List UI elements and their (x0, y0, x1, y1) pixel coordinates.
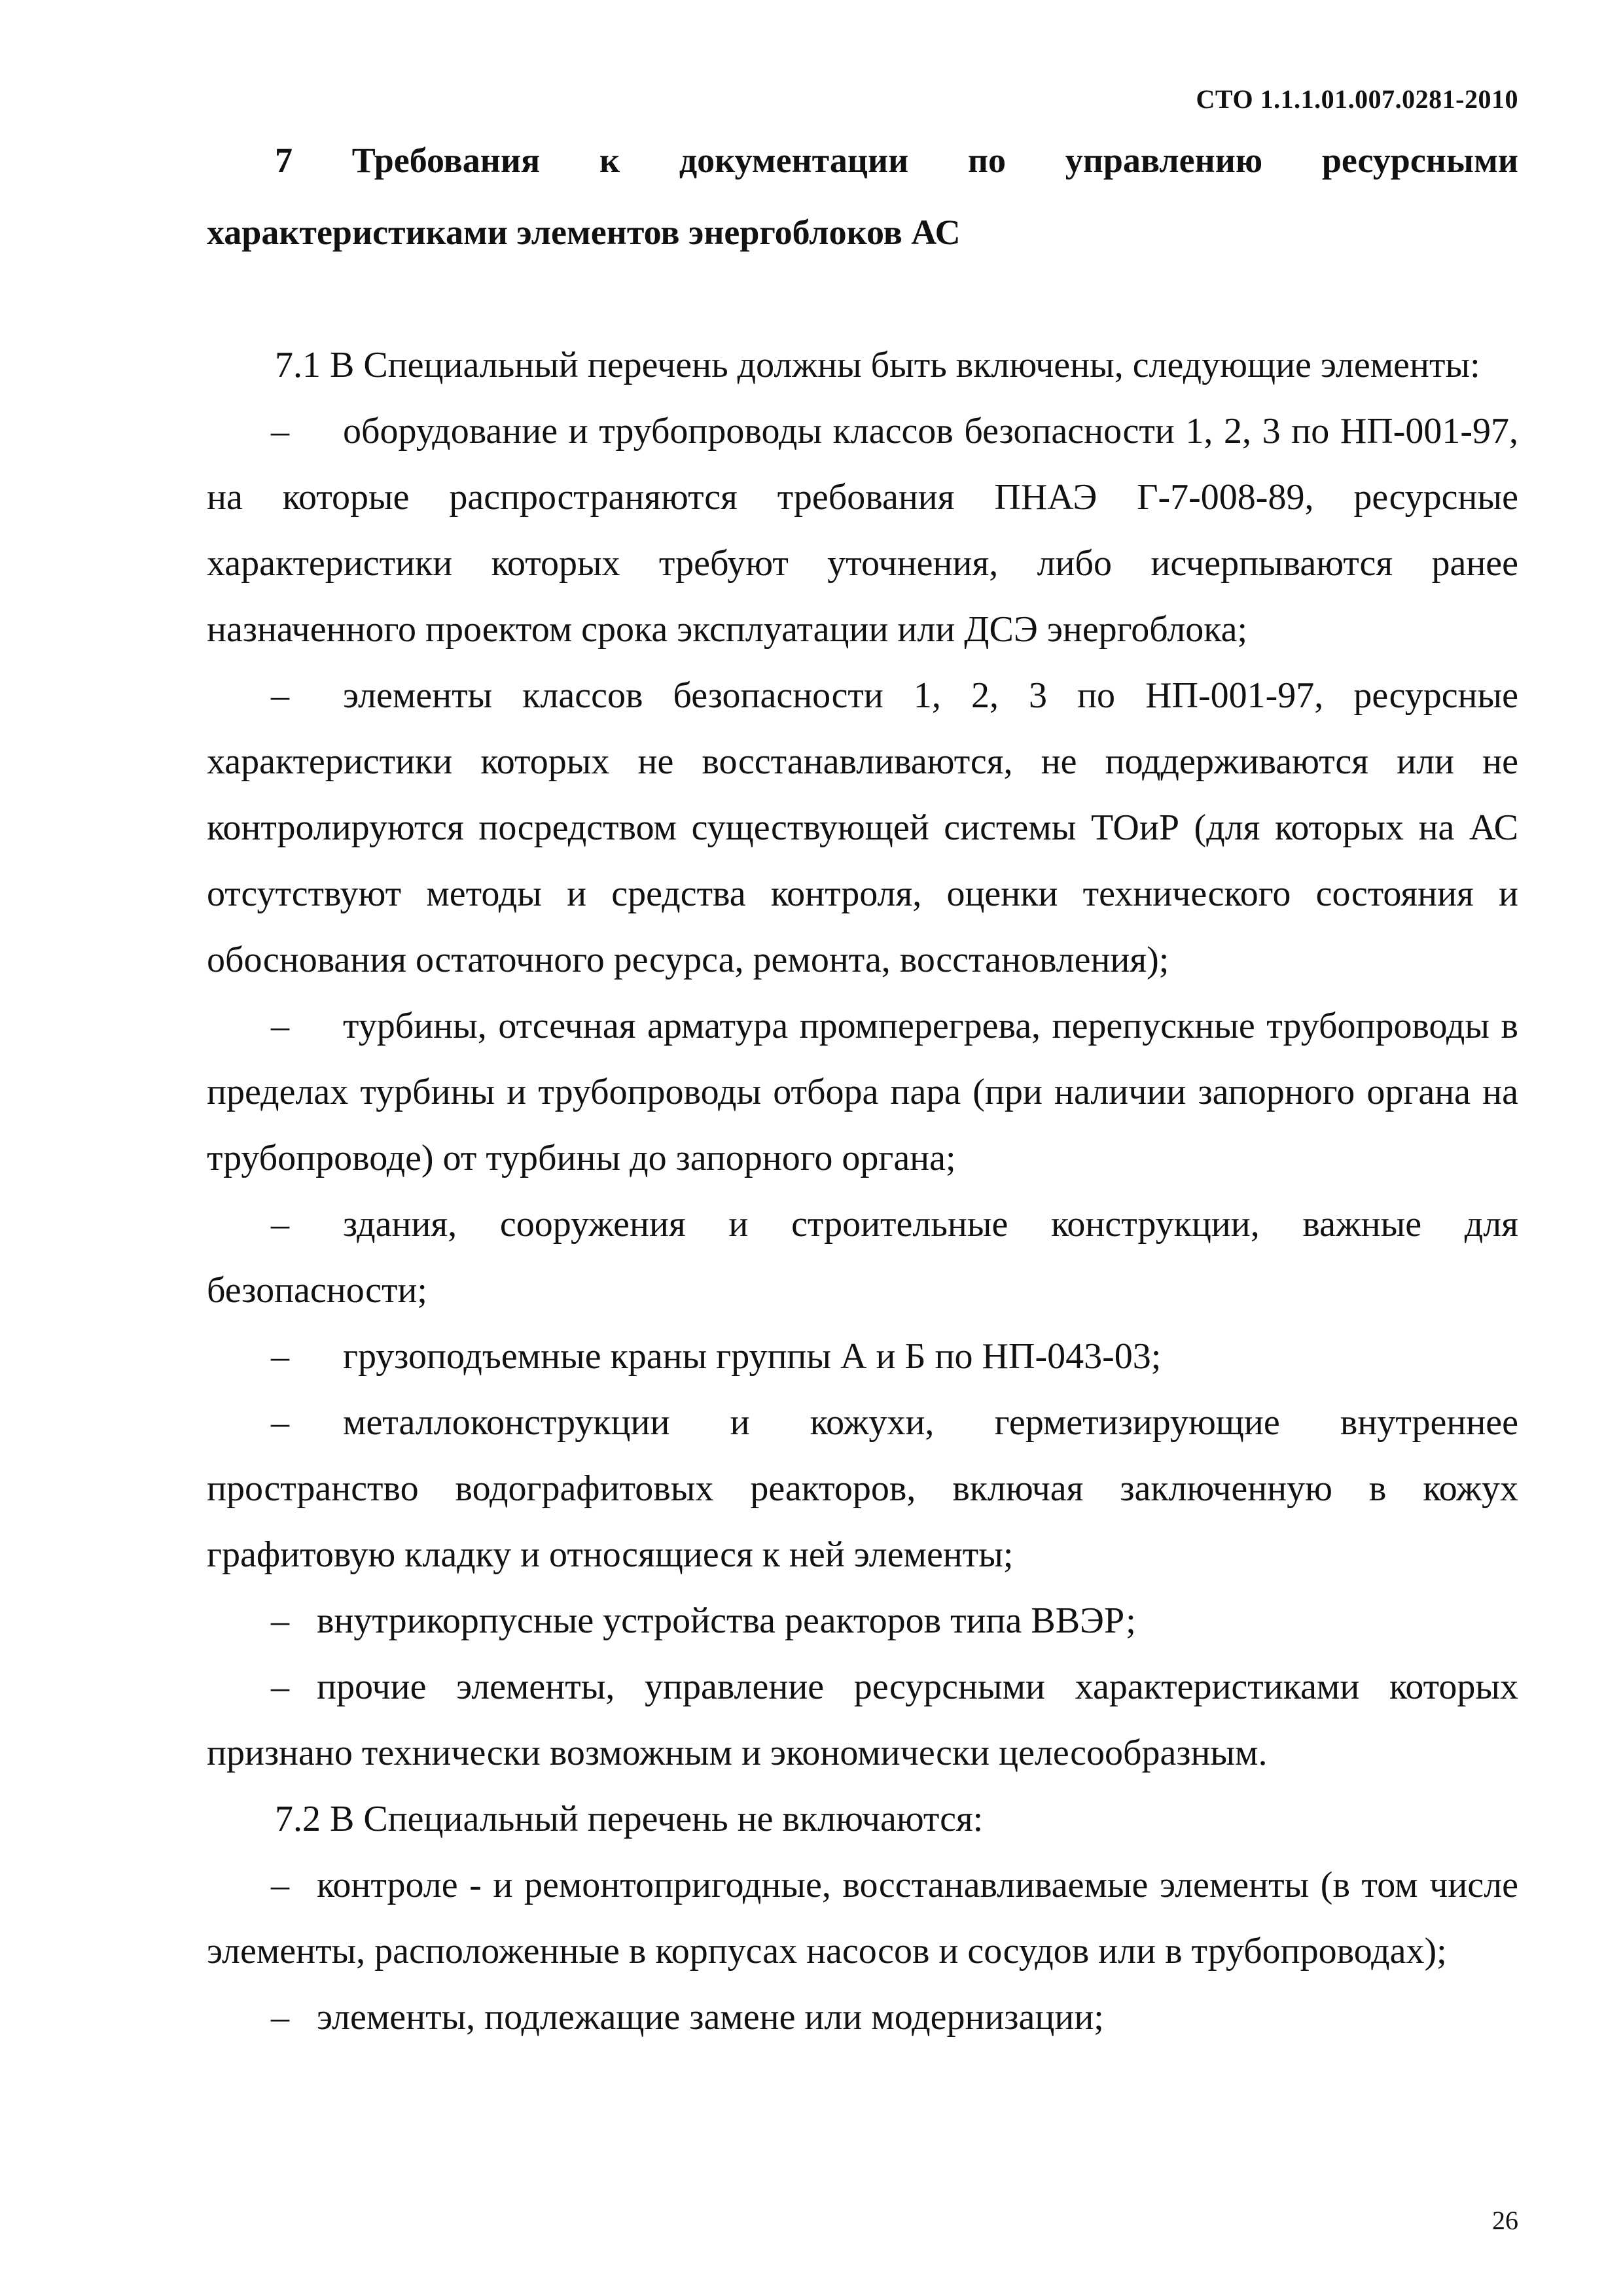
heading-word: к (599, 141, 620, 180)
dash-marker: – (271, 1997, 289, 2038)
list-item-text: металлоконструкции и кожухи, герметизирующие внутреннее пространство водографитовых реакторов, включая заключенную в кожух графитовую кладку и относящиеся к ней элементы; (207, 1402, 1518, 1575)
dash-marker: – (271, 1402, 289, 1443)
list-item-text: внутрикорпусные устройства реакторов типа ВВЭР; (317, 1600, 1136, 1641)
dash-marker: – (271, 675, 289, 716)
page-content (207, 124, 1518, 2051)
list-item (207, 1985, 1518, 2051)
heading-word: по (967, 141, 1007, 180)
list-item (207, 1324, 1518, 1390)
list-item-text: контроле - и ремонтопригодные, восстанавливаемые элементы (в том числе элементы, расположенные в корпусах насосов и сосудов или в трубопроводах); (207, 1865, 1518, 1971)
dash-marker: – (271, 1204, 289, 1245)
list-item-text: грузоподъемные краны группы А и Б по НП-043-03; (343, 1336, 1162, 1377)
heading-word: ресурсными (1321, 141, 1518, 180)
heading-word: управлению (1065, 141, 1263, 180)
section-heading (207, 124, 1518, 268)
dash-marker: – (271, 1667, 289, 1707)
clause-7-1-intro: 7.1 В Специальный перечень должны быть включены, следующие элементы: (275, 345, 1480, 385)
list-item (207, 663, 1518, 993)
spacer (207, 268, 1518, 332)
list-item (207, 1390, 1518, 1588)
clause-7-2-intro: 7.2 В Специальный перечень не включаются: (275, 1799, 984, 1839)
list-item-text: оборудование и трубопроводы классов безопасности 1, 2, 3 по НП-001-97, на которые распространяются требования ПНАЭ Г-7-008-89, ресурсные характеристики которых требуют уточнения, либо исчерпываются ранее назначенного проектом срока эксплуатации или ДСЭ энергоблока; (207, 411, 1518, 650)
document-code: СТО 1.1.1.01.007.0281-2010 (1196, 84, 1518, 114)
list-item-text: элементы, подлежащие замене или модернизации; (317, 1997, 1104, 2038)
list-item (207, 1852, 1518, 1985)
list-item-text: элементы классов безопасности 1, 2, 3 по НП-001-97, ресурсные характеристики которых не восстанавливаются, не поддерживаются или не контролируются посредством существующей системы ТОиР (для которых на АС отсутствуют методы и средства контроля, оценки технического состояния и обоснования остаточного ресурса, ремонта, восстановления); (207, 675, 1518, 980)
section-number: 7 (275, 141, 293, 180)
dash-marker: – (271, 1865, 289, 1905)
dash-marker: – (271, 1006, 289, 1046)
list-item-text: прочие элементы, управление ресурсными характеристиками которых признано технически возможным и экономически целесообразным. (207, 1667, 1518, 1773)
dash-marker: – (271, 1600, 289, 1641)
heading-word: Требования (351, 141, 541, 180)
list-item (207, 1192, 1518, 1324)
page-number: 26 (1492, 2206, 1518, 2235)
heading-word: документации (679, 141, 909, 180)
section-heading-line1 (207, 124, 1518, 196)
dash-marker: – (271, 1336, 289, 1377)
list-item (207, 1588, 1518, 1654)
section-heading-line2: характеристиками элементов энергоблоков АС (207, 213, 961, 252)
list-item-text: турбины, отсечная арматура промперегрева, перепускные трубопроводы в пределах турбины и трубопроводы отбора пара (при наличии запорного органа на трубопроводе) от турбины до запорного органа; (207, 1006, 1518, 1178)
list-item (207, 993, 1518, 1192)
list-item-text: здания, сооружения и строительные конструкции, важные для безопасности; (207, 1204, 1518, 1311)
list-item (207, 1654, 1518, 1786)
dash-marker: – (271, 411, 289, 451)
list-item (207, 398, 1518, 663)
